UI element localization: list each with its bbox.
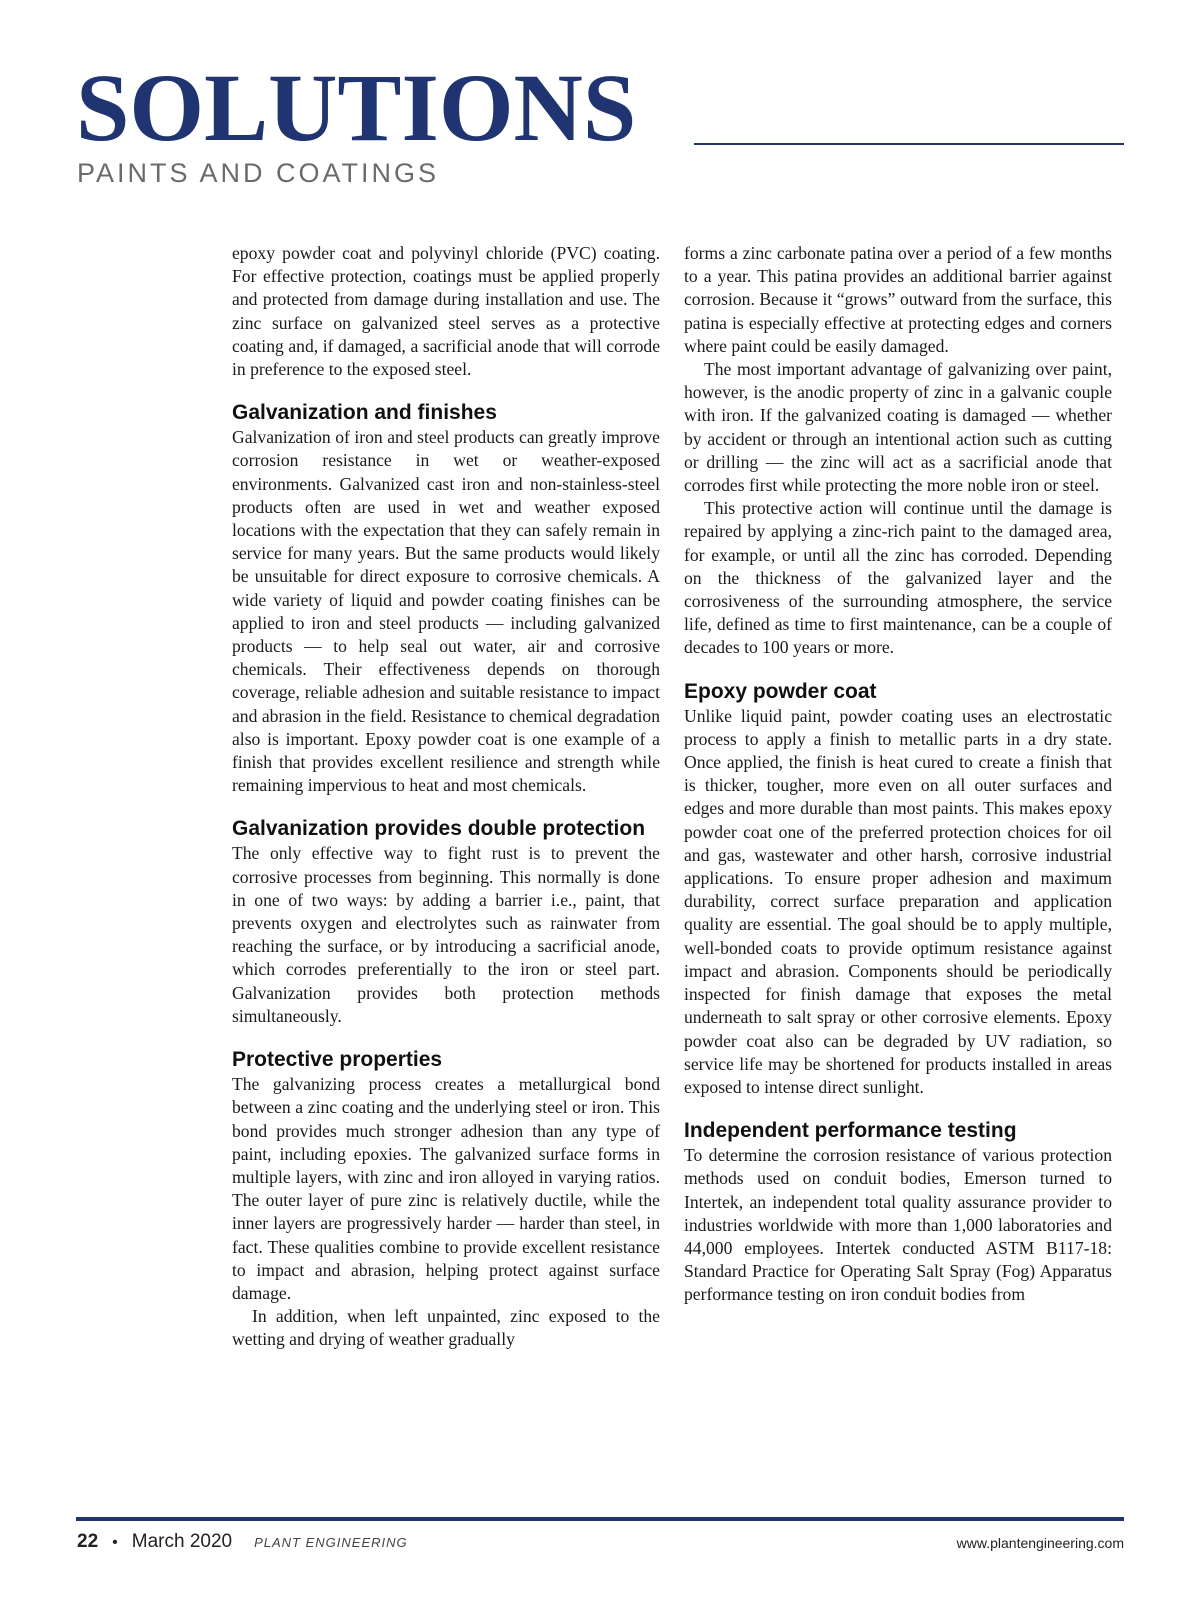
paragraph-galvanization-finishes: Galvanization of iron and steel products can greatly improve corrosion resistance in wet or weather-exposed environments. Galvanized cast iron and non-stainless-steel products often are used in wet and weather exposed locations with the expectation that they can safely remain in service for many years. But the same products would likely be unsuitable for direct exposure to corrosive chemicals. A wide variety of liquid and powder coating finishes can be applied to iron and steel products — including galvanized products — to help seal out water, air and corrosive chemicals. Their effectiveness depends on thorough coverage, reliable adhesion and suitable resistance to impact and abrasion in the field. Resistance to chemical degradation also is important. Epoxy powder coat is one example of a finish that provides excellent resilience and strength while remaining impervious to heat and most chemicals.	[232, 427, 660, 796]
heading-protective-properties: Protective properties	[232, 1048, 443, 1072]
page-number: 22	[77, 1531, 99, 1552]
paragraph-epoxy-powder-coat: Unlike liquid paint, powder coating uses an electrostatic process to apply a finish to metallic parts in a dry state. Once applied, the finish is heat cured to create a finish that is thicker, tougher, more even on all outer surfaces and edges and more durable than most paints. This makes epoxy powder coat one of the preferred protection choices for oil and gas, wastewater and other harsh, corrosive industrial applications. To ensure proper adhesion and maximum durability, correct surface preparation and application quality are essential. The goal should be to apply multiple, well-bonded coats to provide optimum resistance against impact and abrasion. Components should be periodically inspected for finish damage that exposes the metal underneath to salt spray or other corrosive elements. Epoxy powder coat also can be degraded by UV radiation, so service life may be shortened for products installed in areas exposed to intense direct sunlight.	[684, 705, 1112, 1097]
heading-epoxy-powder-coat: Epoxy powder coat	[684, 679, 877, 703]
section-title: SOLUTIONS	[76, 54, 637, 161]
heading-performance-testing: Independent performance testing	[684, 1119, 1017, 1143]
website-url[interactable]: www.plantengineering.com	[956, 1535, 1124, 1551]
left-column	[232, 242, 660, 1352]
paragraph-anodic-property: The most important advantage of galvanizing over paint, however, is the anodic property of zinc in a galvanic couple with iron. If the galvanized coating is damaged — whether by accident or through an intentional action such as cutting or drilling — the zinc will act as a sacrificial anode that corrodes first while protecting the more noble iron or steel.	[684, 359, 1112, 496]
page-footer	[77, 1531, 1124, 1553]
paragraph-double-protection: The only effective way to fight rust is to prevent the corrosive processes from beginning. This normally is done in one of two ways: by adding a barrier i.e., paint, that prevents oxygen and electrolytes such as rainwater from reaching the surface, or by introducing a sacrificial anode, which corrodes preferentially to the iron or steel part. Galvanization provides both protection methods simultaneously.	[232, 843, 660, 1026]
heading-double-protection: Galvanization provides double protection	[232, 817, 646, 841]
paragraph-protective-properties: The galvanizing process creates a metallurgical bond between a zinc coating and the underlying steel or iron. This bond provides much stronger adhesion than any type of paint, including epoxies. The galvanized surface forms in multiple layers, with zinc and iron alloyed in varying ratios. The outer layer of pure zinc is relatively ductile, while the inner layers are progressively harder — harder than steel, in fact. These qualities combine to provide excellent resistance to impact and abrasion, helping protect against surface damage.	[232, 1074, 660, 1303]
paragraph-service-life: This protective action will continue until the damage is repaired by applying a zinc-rich paint to the damaged area, for example, or until all the zinc has corroded. Depending on the thickness of the galvanized layer and the corrosiveness of the surrounding atmosphere, the service life, defined as time to first maintenance, can be a couple of decades to 100 years or more.	[684, 498, 1112, 658]
paragraph-unpainted-zinc: In addition, when left unpainted, zinc exposed to the wetting and drying of weather gradually	[232, 1306, 660, 1350]
intro-paragraph: epoxy powder coat and polyvinyl chloride (PVC) coating. For effective protection, coatings must be applied properly and protected from damage during installation and use. The zinc surface on galvanized steel serves as a protective coating and, if damaged, a sacrificial anode that will corrode in preference to the exposed steel.	[232, 243, 660, 380]
heading-galvanization-finishes: Galvanization and finishes	[232, 401, 497, 425]
right-column	[684, 242, 1112, 1307]
section-subtitle: PAINTS AND COATINGS	[77, 158, 440, 188]
header-rule	[694, 143, 1124, 145]
paragraph-performance-testing: To determine the corrosion resistance of various protection methods used on conduit bodies, Emerson turned to Intertek, an independent total quality assurance provider to industries worldwide with more than 1,000 laboratories and 44,000 employees. Intertek conducted ASTM B117-18: Standard Practice for Operating Salt Spray (Fog) Apparatus performance testing on iron conduit bodies from	[684, 1145, 1112, 1305]
magazine-name: PLANT ENGINEERING	[254, 1535, 408, 1550]
paragraph-patina: forms a zinc carbonate patina over a period of a few months to a year. This patina provides an additional barrier against corrosion. Because it “grows” outward from the surface, this patina is especially effective at protecting edges and corners where paint could be easily damaged.	[684, 243, 1112, 356]
footer-rule	[76, 1517, 1124, 1521]
issue-date: March 2020	[131, 1531, 233, 1552]
footer-bullet: •	[112, 1534, 118, 1551]
